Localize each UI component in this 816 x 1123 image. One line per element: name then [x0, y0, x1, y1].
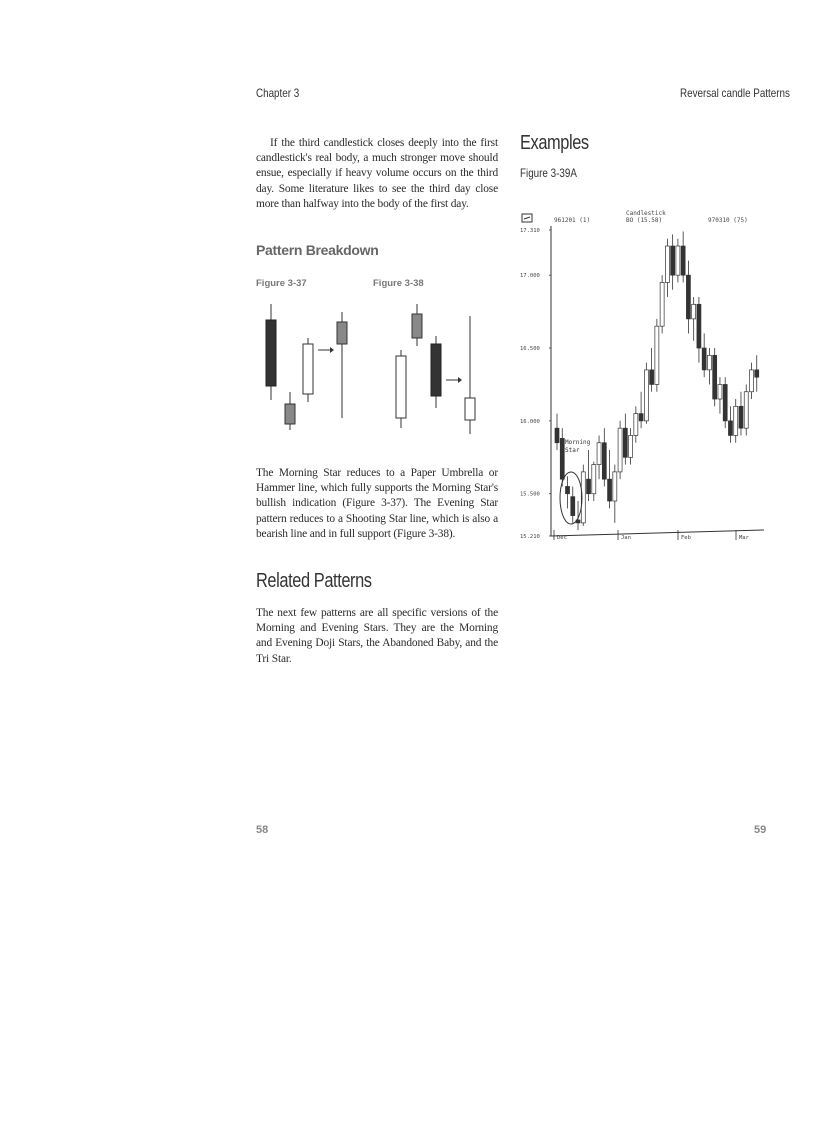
candle [650, 348, 654, 392]
candle [608, 450, 612, 508]
candle [660, 275, 664, 333]
related-paragraph: The next few patterns are all specific versions of the Morning and Evening Stars. They are the Morning and Evening Doji Stars, the Abandoned Baby, and the Tri Star. [256, 607, 498, 665]
candle [739, 392, 743, 436]
x-tick-label: Feb [681, 535, 691, 541]
bearish-candle [266, 304, 276, 400]
candle [713, 348, 717, 406]
x-axis [551, 530, 764, 541]
candle-series [555, 231, 759, 530]
arrow-icon [446, 377, 462, 383]
candle [644, 363, 648, 424]
x-tick-label: Mar [739, 535, 749, 541]
figure-3-38-label: Figure 3-38 [373, 278, 424, 289]
x-tick-label: Dec [557, 535, 567, 541]
bullish-candle [396, 350, 406, 428]
annotation-line1: Morning [565, 439, 591, 446]
candle [707, 348, 711, 384]
intro-paragraph: If the third candlestick closes deeply into the first candlestick's real body, a much stronger move should ensue, especially if heavy volume occurs on the third day. Some literature likes to see the third day close more than halfway into the body of the first day. [256, 137, 498, 210]
star-candle [285, 392, 295, 430]
y-axis [520, 226, 551, 540]
right-page-number: 59 [754, 824, 767, 836]
chart-header-left: 961201 (1) [554, 217, 591, 224]
candle [697, 297, 701, 363]
combined-shooting-star-candle [465, 316, 475, 434]
y-tick-label: 17.000 [520, 273, 540, 280]
x-tick-label: Jan [621, 535, 631, 541]
arrow-icon [318, 347, 334, 353]
bearish-candle [431, 336, 441, 408]
candle [597, 435, 601, 479]
chart-header-center2: BO (15.58) [626, 217, 663, 224]
candle [618, 421, 622, 479]
section-header: Reversal candle Patterns [680, 86, 790, 100]
candle [571, 486, 575, 522]
candle [655, 319, 659, 392]
star-candle [412, 304, 422, 346]
chart-header-right: 970310 (75) [708, 217, 748, 224]
examples-heading: Examples [520, 132, 589, 154]
figure-3-37-diagram [256, 300, 366, 440]
candle [755, 355, 759, 391]
related-patterns-heading: Related Patterns [256, 570, 372, 592]
morning-star-annotation [560, 439, 591, 524]
candle [671, 234, 675, 289]
y-tick-label: 16.000 [520, 418, 540, 425]
figure-3-38-diagram [388, 300, 488, 440]
candle [592, 462, 596, 501]
candle [566, 476, 570, 508]
candle [692, 297, 696, 341]
breakdown-paragraph: The Morning Star reduces to a Paper Umbrella or Hammer line, which fully supports the Morning Star's bullish indication (Figure 3-37). The Evening Star pattern reduces to a Shooting Star line, which is also a bearish line and in full support (Figure 3-38). [256, 467, 498, 540]
chapter-header: Chapter 3 [256, 86, 300, 100]
y-tick-label: 15.500 [520, 491, 540, 498]
candle [623, 414, 627, 465]
candle [718, 377, 722, 413]
candle [629, 428, 633, 464]
bullish-candle [303, 338, 313, 402]
candle [587, 450, 591, 501]
combined-hammer-candle [337, 312, 347, 418]
candle [639, 392, 643, 428]
y-tick-label: 16.500 [520, 346, 540, 353]
candlestick-chart [518, 206, 768, 556]
candle [613, 465, 617, 523]
candle [728, 406, 732, 442]
chart-icon [522, 214, 532, 222]
y-tick-label: 17.310 [520, 228, 540, 234]
candle [734, 399, 738, 443]
annotation-line2: Star [565, 447, 580, 454]
figure-3-39a-label: Figure 3-39A [520, 166, 577, 180]
candle [555, 414, 559, 450]
left-page-number: 58 [256, 824, 269, 836]
candle [702, 333, 706, 377]
pattern-breakdown-heading: Pattern Breakdown [256, 242, 379, 258]
candle [681, 231, 685, 282]
candle [744, 384, 748, 435]
candle [723, 377, 727, 428]
candle [686, 261, 690, 334]
candle [602, 428, 606, 486]
candle [665, 239, 669, 297]
y-tick-label: 15.210 [520, 534, 540, 540]
candle [634, 406, 638, 442]
candle [676, 239, 680, 283]
candle [749, 363, 753, 399]
figure-3-37-label: Figure 3-37 [256, 278, 307, 289]
chart-header-center: Candlestick [626, 210, 666, 217]
